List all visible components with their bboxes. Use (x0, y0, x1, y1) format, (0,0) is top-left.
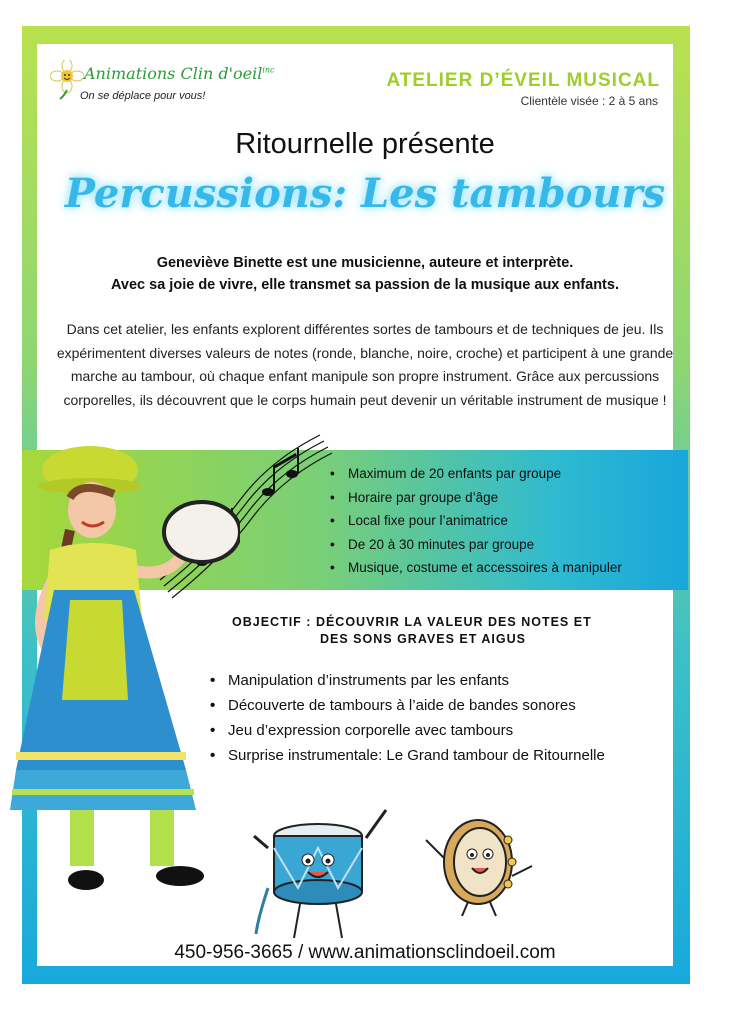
activity-item: • Manipulation d’instruments par les enfants (210, 668, 605, 693)
feature-item: • Horaire par groupe d’âge (330, 486, 622, 510)
main-title: Percussions: Les tambours (64, 170, 666, 217)
feature-item: • Musique, costume et accessoires à manipuler (330, 556, 622, 580)
activity-item: • Découverte de tambours à l’aide de bandes sonores (210, 693, 605, 718)
activity-item: • Surprise instrumentale: Le Grand tambour de Ritournelle (210, 743, 605, 768)
snare-drum-character-icon (248, 808, 388, 948)
activities-list (210, 668, 605, 768)
logo (50, 60, 275, 110)
bio-line: Geneviève Binette est une musicienne, auteure et interprète. (156, 255, 574, 271)
activity-item: • Jeu d’expression corporelle avec tambours (210, 718, 605, 743)
daisy-logo-icon (50, 60, 84, 100)
feature-item: • Maximum de 20 enfants par groupe (330, 462, 622, 486)
objective-line: DÉCOUVRIR LA VALEUR DES NOTES ET (315, 615, 592, 629)
tambourine-character-icon (416, 810, 536, 920)
objective (232, 614, 592, 648)
target-audience: Clientèle visée : 2 à 5 ans (520, 94, 658, 108)
logo-tagline: On se déplace pour vous! (80, 90, 206, 102)
workshop-title: ATELIER D’ÉVEIL MUSICAL (386, 70, 660, 91)
description: Dans cet atelier, les enfants explorent différentes sortes de tambours et de techniques de jeu. Ils expérimentent diverses valeurs de notes (ronde, blanche, noire, croche) et participent à une grande marche au tambour, où chaque enfant manipule son propre instrument. Grâce aux percussions corporelles, ils découvrent que le corps humain peut devenir un véritable instrument de musique ! (56, 321, 674, 408)
bio (0, 252, 730, 296)
objective-line: DES SONS GRAVES ET AIGUS (320, 632, 526, 646)
logo-name: Animations Clin d'oeil$^{inc}$ (84, 64, 275, 83)
feature-item: • De 20 à 30 minutes par groupe (330, 533, 622, 557)
presents-heading: Ritournelle présente (235, 128, 495, 160)
contact-info: 450-956-3665 / www.animationsclindoeil.com (174, 942, 556, 963)
features-list (330, 462, 622, 580)
bio-line: Avec sa joie de vivre, elle transmet sa passion de la musique aux enfants. (111, 277, 619, 293)
feature-item: • Local fixe pour l’animatrice (330, 509, 622, 533)
objective-label: OBJECTIF : (232, 615, 312, 629)
performer-photo (10, 440, 240, 900)
